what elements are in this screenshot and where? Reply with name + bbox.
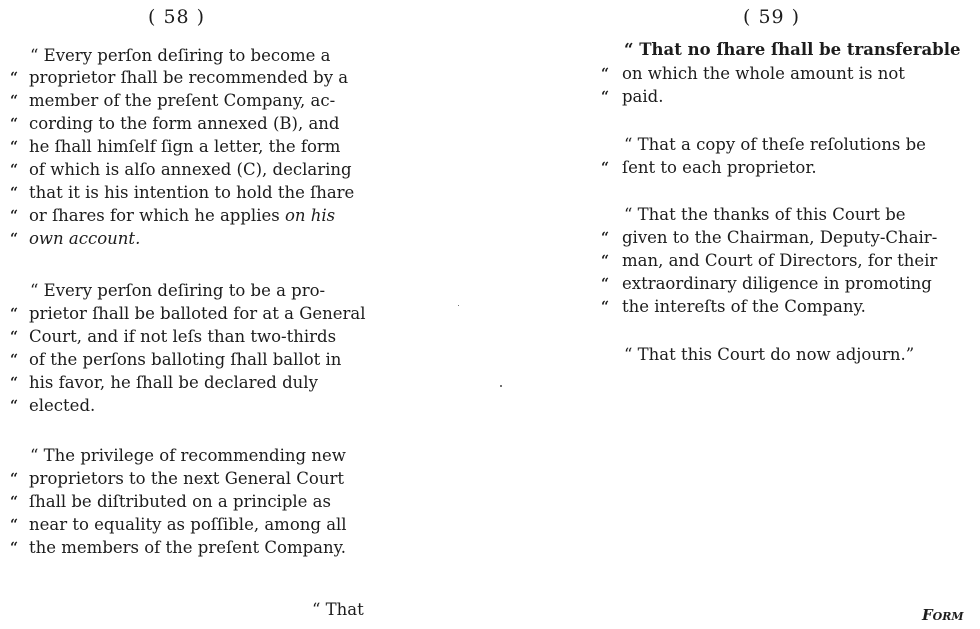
paper-speck xyxy=(500,385,502,387)
quote-mark: “ xyxy=(10,471,19,487)
quote-mark: “ xyxy=(10,116,19,132)
text-line: man, and Court of Directors, for their xyxy=(622,251,938,270)
page-number: ( 58 ) xyxy=(148,6,206,28)
quote-mark: “ xyxy=(10,185,19,201)
text-line: near to equality as poſſible, among all xyxy=(29,515,347,534)
text-line: own account. xyxy=(29,229,141,248)
text-line: “ Every perſon deſiring to be a pro- xyxy=(30,281,326,300)
text-line: given to the Chairman, Deputy-Chair- xyxy=(622,228,938,247)
quote-mark: “ xyxy=(10,162,19,178)
text-line: he ſhall himſelf ſign a letter, the form xyxy=(29,137,341,156)
text-line: ſhall be diſtributed on a principle as xyxy=(29,492,331,511)
quote-mark: “ xyxy=(10,352,19,368)
quote-mark: “ xyxy=(10,93,19,109)
text-line: proprietors to the next General Court xyxy=(29,469,344,488)
quote-mark: “ xyxy=(10,70,19,86)
quote-mark: “ xyxy=(10,139,19,155)
italic-phrase: on his xyxy=(284,206,336,225)
quote-mark: “ xyxy=(601,253,610,269)
text-line: on which the whole amount is not xyxy=(622,64,905,83)
text-line: “ That this Court do now adjourn.” xyxy=(624,345,915,364)
quote-mark: “ xyxy=(601,276,610,292)
quote-mark: “ xyxy=(10,375,19,391)
quote-mark: “ xyxy=(601,66,610,82)
paper-speck xyxy=(458,305,459,306)
text-line: “ That the thanks of this Court be xyxy=(624,205,906,224)
text-line: of which is alſo annexed (C), declaring xyxy=(29,160,352,179)
catchword: “ That xyxy=(312,600,364,619)
text-line: of the perſons balloting ſhall ballot in xyxy=(29,350,342,369)
text-line: prietor ſhall be balloted for at a General xyxy=(29,304,366,323)
catchword: Form xyxy=(922,606,964,624)
text-line: that it is his intention to hold the ſhare xyxy=(29,183,355,202)
text-line: ſent to each proprietor. xyxy=(622,158,817,177)
quote-mark: “ xyxy=(601,160,610,176)
quote-mark: “ xyxy=(10,208,19,224)
text-line: the intereſts of the Company. xyxy=(622,297,866,316)
quote-mark: “ xyxy=(10,306,19,322)
text-line: or ſhares for which he applies on his xyxy=(29,206,336,225)
text-line: his favor, he ſhall be declared duly xyxy=(29,373,318,392)
quote-mark: “ xyxy=(10,494,19,510)
quote-mark: “ xyxy=(10,398,19,414)
text-line: member of the preſent Company, ac- xyxy=(29,91,336,110)
text-line: Court, and if not leſs than two-thirds xyxy=(29,327,337,346)
quote-mark: “ xyxy=(10,329,19,345)
text-line: elected. xyxy=(29,396,96,415)
text-line: “ The privilege of recommending new xyxy=(30,446,346,465)
text-line: the members of the preſent Company. xyxy=(29,538,346,557)
quote-mark: “ xyxy=(601,89,610,105)
quote-mark: “ xyxy=(601,230,610,246)
text-line: cording to the form annexed (B), and xyxy=(29,114,340,133)
text-line: paid. xyxy=(622,87,664,106)
page-number: ( 59 ) xyxy=(743,6,801,28)
quote-mark: “ xyxy=(601,299,610,315)
text-line: “ That a copy of theſe reſolutions be xyxy=(624,135,926,154)
quote-mark: “ xyxy=(10,517,19,533)
text-line: “ That no ſhare ſhall be transferable xyxy=(624,40,961,59)
text-line: “ Every perſon deſiring to become a xyxy=(30,46,331,65)
right-page xyxy=(490,0,980,629)
quote-mark: “ xyxy=(10,231,19,247)
quote-mark: “ xyxy=(10,540,19,556)
text-line: extraordinary diligence in promoting xyxy=(622,274,932,293)
text-line: proprietor ſhall be recommended by a xyxy=(29,68,349,87)
